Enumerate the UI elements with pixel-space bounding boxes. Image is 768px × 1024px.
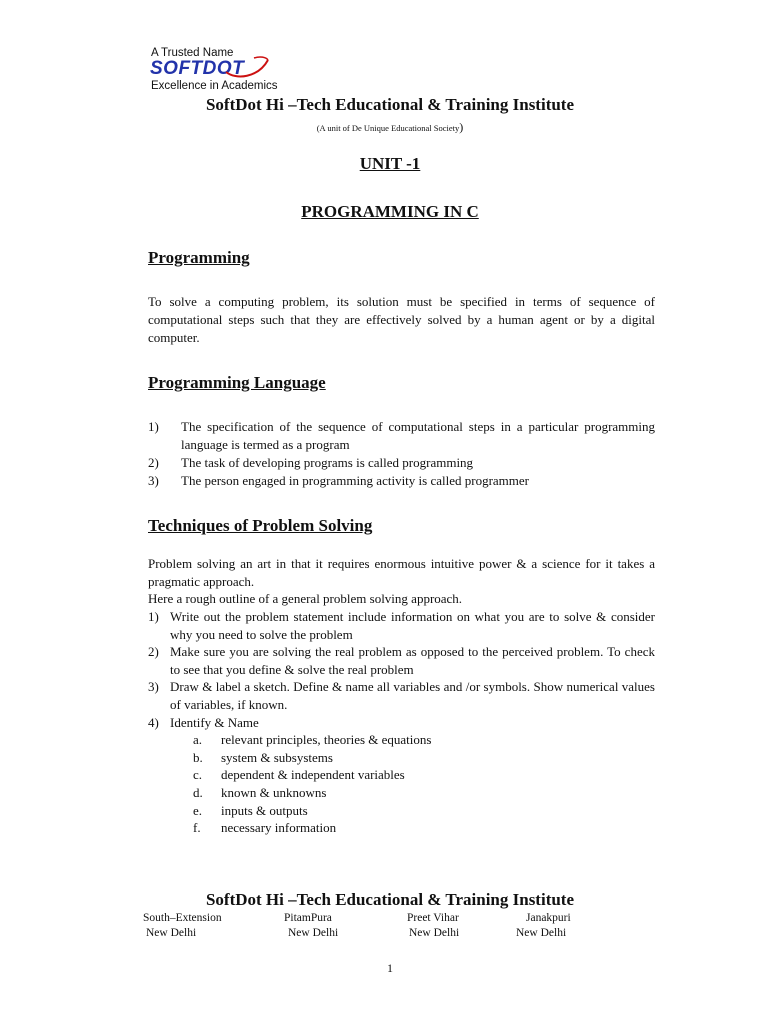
list-item bbox=[148, 418, 655, 454]
sublist-item bbox=[148, 784, 655, 802]
sublist-letter: d. bbox=[193, 784, 203, 800]
list-number: 2) bbox=[148, 644, 159, 660]
sublist-text: necessary information bbox=[221, 820, 337, 836]
branch-area: PitamPura bbox=[284, 912, 332, 924]
list-text: Identify & Name bbox=[170, 714, 259, 730]
sublist-text: dependent & independent variables bbox=[221, 767, 405, 783]
branch-city: New Delhi bbox=[516, 927, 567, 939]
list-number: 4) bbox=[148, 714, 159, 730]
sublist-item bbox=[148, 766, 655, 784]
sublist-item bbox=[148, 819, 655, 837]
list-text: Make sure you are solving the real problem as opposed to the perceived problem. To check to see that you define & solve the real problem bbox=[170, 644, 655, 677]
sublist-text: inputs & outputs bbox=[221, 802, 308, 818]
list-text: The specification of the sequence of computational steps in a particular programming language is termed as a program bbox=[181, 419, 655, 452]
list-number: 1) bbox=[148, 609, 159, 624]
branch-city: New Delhi bbox=[288, 927, 339, 939]
branch-pitampura bbox=[284, 911, 338, 941]
unit-title: UNIT -1 bbox=[359, 154, 421, 173]
institute-title: SoftDot Hi –Tech Educational & Training Institute bbox=[205, 95, 575, 114]
logo-brand: SOFTDOT bbox=[150, 58, 245, 79]
techniques-intro: Problem solving an art in that it requires enormous intuitive power & a science for it takes a pragmatic approach. bbox=[148, 556, 655, 589]
list-text: The person engaged in programming activity is called programmer bbox=[181, 473, 529, 488]
list-text: Draw & label a sketch. Define & name all variables and /or symbols. Show numerical values of variables, if known. bbox=[170, 679, 655, 712]
footer-institute-title: SoftDot Hi –Tech Educational & Training Institute bbox=[205, 890, 575, 909]
list-item bbox=[148, 454, 655, 472]
sublist-text: relevant principles, theories & equations bbox=[221, 732, 432, 748]
sublist-item bbox=[148, 731, 655, 749]
list-number: 3) bbox=[148, 473, 159, 488]
sublist-text: known & unknowns bbox=[221, 784, 327, 800]
sublist-letter: c. bbox=[193, 767, 203, 783]
logo-swoosh-icon bbox=[224, 54, 270, 80]
logo-tagline-bottom: Excellence in Academics bbox=[151, 80, 278, 92]
heading-programming: Programming bbox=[148, 248, 250, 267]
list-item bbox=[148, 472, 655, 490]
sublist-letter: b. bbox=[193, 749, 203, 765]
branch-city: New Delhi bbox=[146, 927, 197, 939]
sublist-item bbox=[148, 802, 655, 820]
identify-sublist bbox=[148, 731, 655, 837]
subtitle-paren: ) bbox=[459, 120, 464, 134]
sublist-letter: a. bbox=[193, 732, 203, 748]
list-item bbox=[148, 678, 655, 713]
techniques-outline: Here a rough outline of a general problem solving approach. bbox=[148, 591, 463, 606]
list-text: The task of developing programs is called programming bbox=[181, 455, 474, 470]
list-item bbox=[148, 714, 655, 837]
heading-techniques: Techniques of Problem Solving bbox=[148, 516, 373, 535]
branch-area: South–Extension bbox=[143, 912, 222, 924]
heading-programming-language: Programming Language bbox=[148, 373, 326, 392]
techniques-steps bbox=[148, 608, 655, 837]
programming-paragraph: To solve a computing problem, its solution must be specified in terms of sequence of computational steps such that they are effectively solved by a human agent or by a digital computer. bbox=[148, 294, 655, 345]
branch-janakpuri bbox=[516, 911, 571, 941]
course-title: PROGRAMMING IN C bbox=[301, 202, 479, 221]
branch-city: New Delhi bbox=[409, 927, 460, 939]
logo-tagline-top: A Trusted Name bbox=[151, 47, 234, 59]
sublist-item bbox=[148, 749, 655, 767]
language-list bbox=[148, 418, 655, 490]
institute-subtitle bbox=[0, 120, 768, 135]
sublist-text: system & subsystems bbox=[221, 749, 333, 765]
list-item bbox=[148, 608, 655, 643]
sublist-letter: e. bbox=[193, 802, 203, 818]
list-number: 2) bbox=[148, 455, 159, 470]
subtitle-text: (A unit of De Unique Educational Society bbox=[316, 123, 460, 133]
branch-south-extension bbox=[143, 911, 222, 941]
branch-area: Preet Vihar bbox=[407, 912, 459, 924]
list-item bbox=[148, 643, 655, 678]
branch-area: Janakpuri bbox=[526, 912, 571, 924]
list-text: Write out the problem statement include information on what you are to solve & consider why you need to solve the problem bbox=[170, 609, 655, 642]
sublist-letter: f. bbox=[193, 820, 201, 836]
list-number: 1) bbox=[148, 419, 159, 434]
branch-preet-vihar bbox=[407, 911, 459, 941]
list-number: 3) bbox=[148, 679, 159, 695]
page-number: 1 bbox=[387, 961, 393, 975]
